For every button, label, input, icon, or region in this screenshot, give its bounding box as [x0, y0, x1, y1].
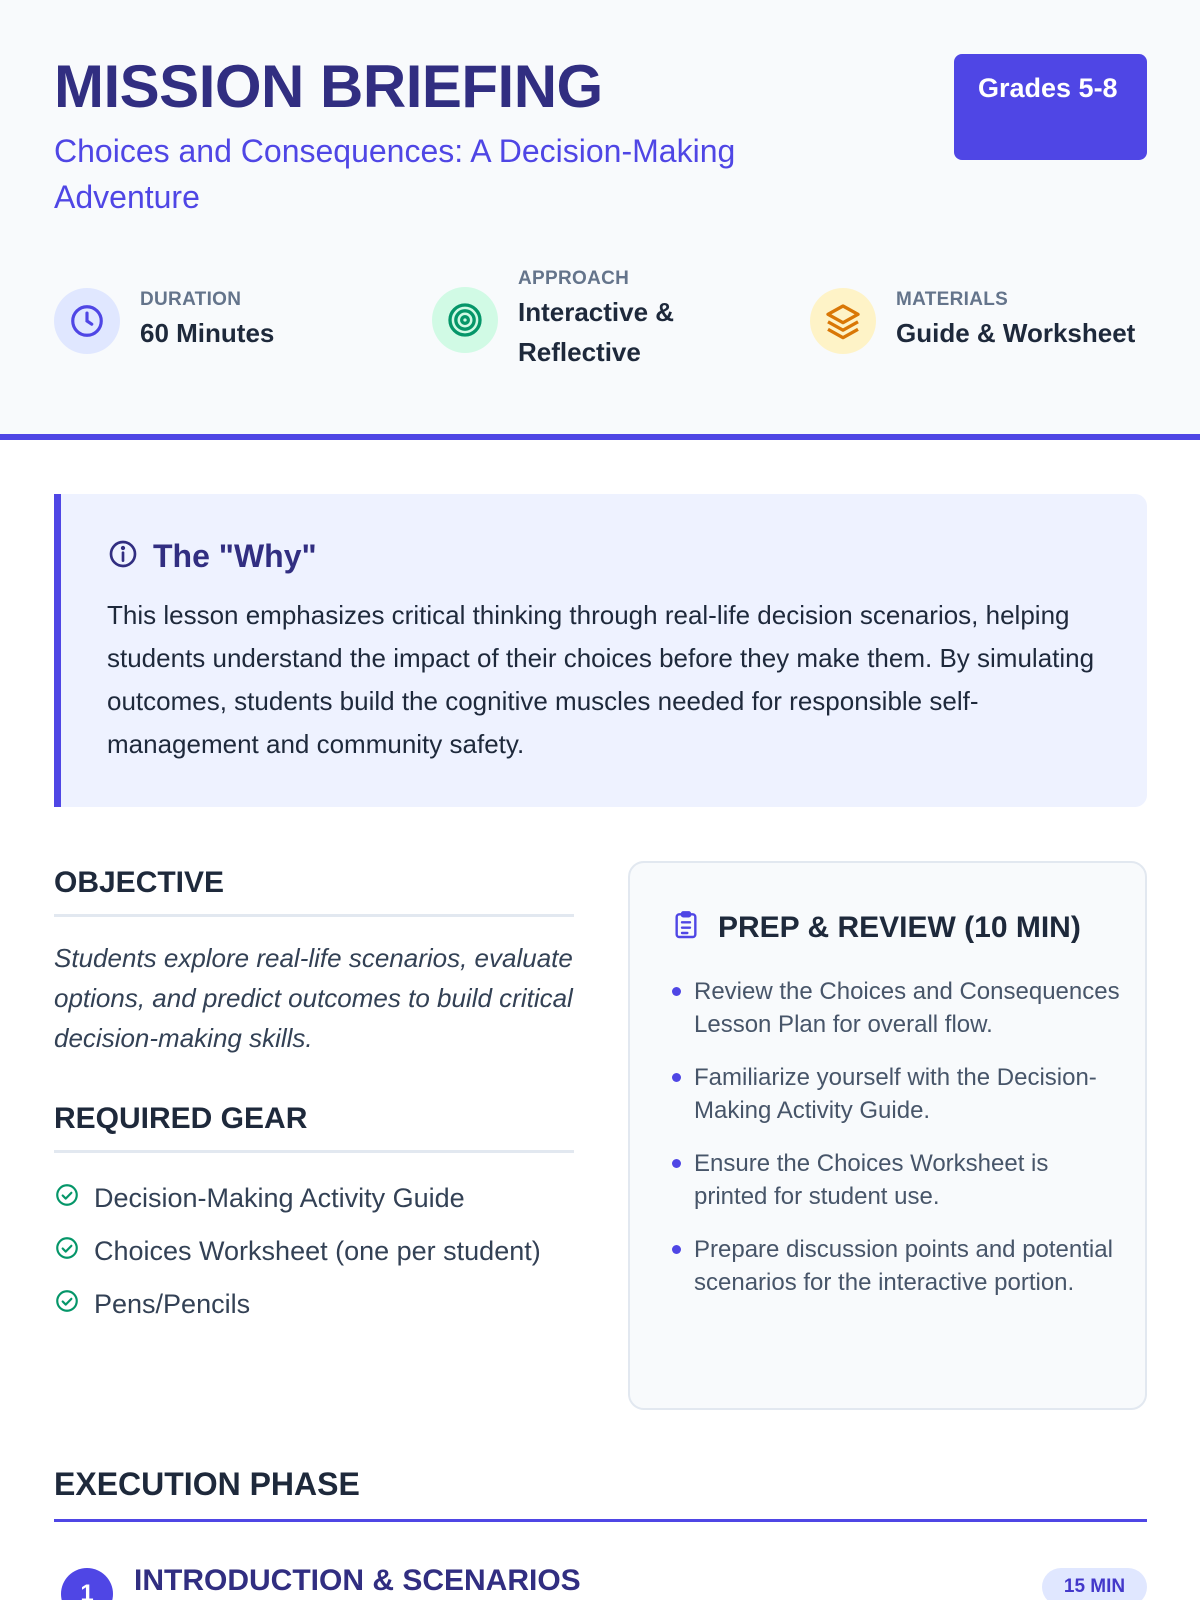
page-title: MISSION BRIEFING — [54, 53, 603, 120]
meta-label: MATERIALS — [896, 289, 1009, 310]
why-callout — [54, 494, 1147, 807]
check-circle-icon — [54, 1182, 94, 1215]
grade-badge: Grades 5-8 — [954, 54, 1147, 160]
check-circle-icon — [54, 1235, 94, 1268]
mission-header — [0, 0, 1200, 440]
why-body: This lesson emphasizes critical thinking through real-life decision scenarios, helping students understand the impact of their choices before they make them. By simulating outcomes, students build the cognitive muscles needed for responsible self-management and community safety. — [107, 600, 1095, 759]
prep-list — [670, 975, 1120, 1319]
list-item: Review the Choices and Consequences Lesson Plan for overall flow. — [670, 975, 1120, 1041]
why-title: The "Why" — [153, 538, 317, 574]
meta-value: Guide & Worksheet — [896, 318, 1136, 348]
meta-value: 60 Minutes — [140, 318, 275, 348]
phase-time-badge: 15 MIN — [1042, 1568, 1147, 1600]
gear-item-label: Decision-Making Activity Guide — [94, 1183, 465, 1213]
check-circle-icon — [54, 1288, 94, 1321]
meta-materials — [810, 288, 1135, 354]
page-subtitle: Choices and Consequences: A Decision-Making Adventure — [54, 133, 736, 215]
phase-title: INTRODUCTION & SCENARIOS — [134, 1564, 581, 1597]
gear-heading: REQUIRED GEAR — [54, 1102, 574, 1153]
info-icon — [107, 538, 139, 575]
phase-number: 1 — [61, 1568, 113, 1600]
prep-card — [628, 861, 1147, 1410]
objective-heading: OBJECTIVE — [54, 866, 574, 917]
list-item: Familiarize yourself with the Decision-Making Activity Guide. — [670, 1061, 1120, 1127]
meta-label: APPROACH — [518, 268, 630, 289]
clipboard-icon — [670, 909, 702, 946]
objective-text: Students explore real-life scenarios, evaluate options, and predict outcomes to build critical decision-making skills. — [54, 943, 573, 1053]
list-item — [54, 1172, 541, 1225]
gear-item-label: Pens/Pencils — [94, 1289, 251, 1319]
prep-title: PREP & REVIEW (10 MIN) — [718, 910, 1081, 944]
target-icon — [432, 287, 498, 353]
meta-value: Interactive & Reflective — [518, 297, 675, 367]
gear-list — [54, 1172, 541, 1331]
list-item: Prepare discussion points and potential scenarios for the interactive portion. — [670, 1233, 1120, 1299]
meta-approach — [432, 268, 708, 372]
clock-icon — [54, 288, 120, 354]
gear-item-label: Choices Worksheet (one per student) — [94, 1236, 541, 1266]
meta-label: DURATION — [140, 289, 242, 310]
list-item — [54, 1225, 541, 1278]
layers-icon — [810, 288, 876, 354]
list-item: Ensure the Choices Worksheet is printed for student use. — [670, 1147, 1120, 1213]
execution-heading: EXECUTION PHASE — [54, 1466, 1147, 1522]
meta-duration — [54, 288, 274, 354]
list-item — [54, 1278, 541, 1331]
